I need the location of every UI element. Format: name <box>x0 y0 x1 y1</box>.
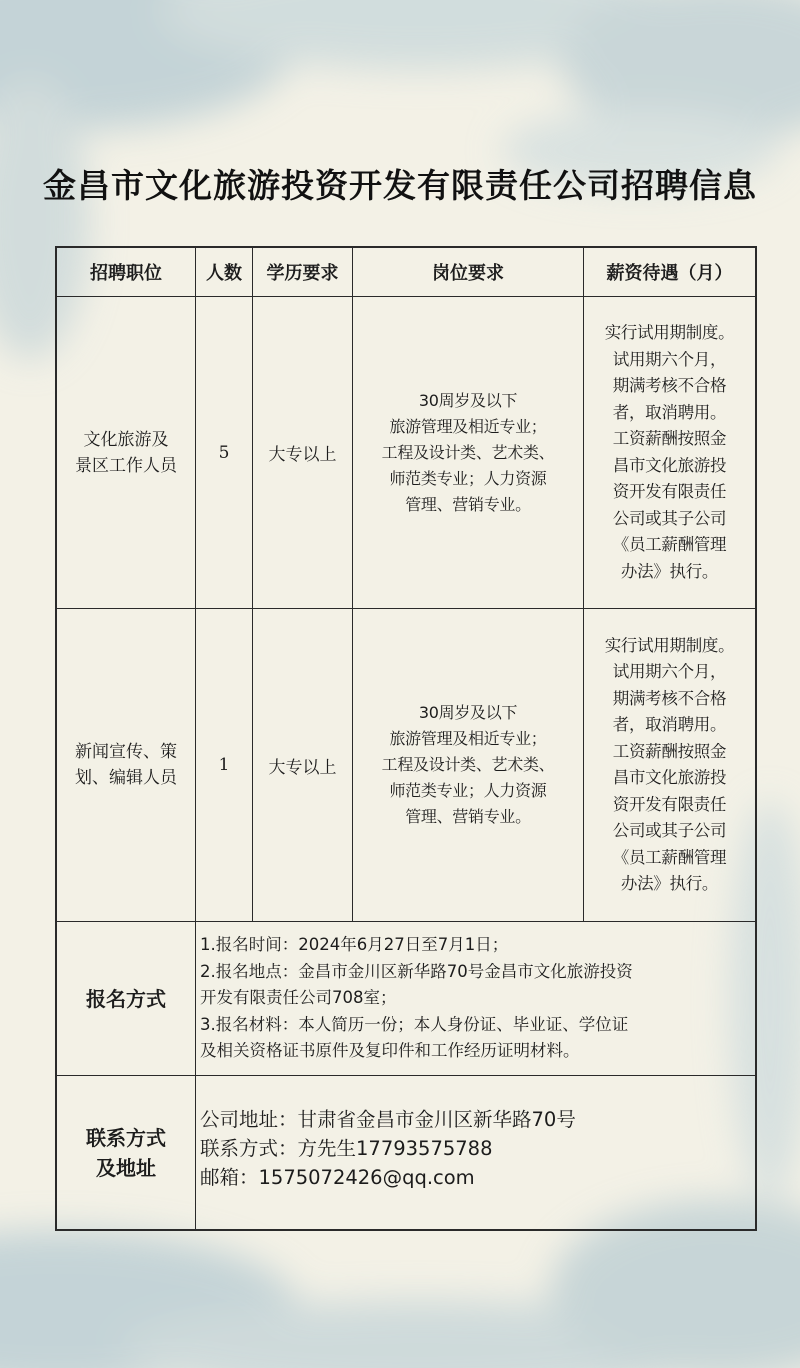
table-row-1-education: 大专以上 <box>268 445 337 465</box>
contact-phone: 联系方式：方先生17793575788 <box>200 1137 493 1160</box>
requirement-line: 旅游管理及相近专业； <box>389 729 547 748</box>
table-row-2-salary <box>584 609 755 921</box>
table-row-1-requirements <box>353 297 583 608</box>
table-row-2-requirements <box>353 609 583 921</box>
recruitment-table <box>55 246 757 1231</box>
salary-line: 昌市文化旅游投 <box>612 768 727 787</box>
table-row-2-position <box>57 609 195 921</box>
salary-line: 资开发有限责任 <box>612 482 727 501</box>
requirement-line: 30周岁及以下 <box>418 703 518 722</box>
salary-line: 《员工薪酬管理 <box>612 847 727 867</box>
salary-line: 实行试用期制度。 <box>604 635 735 655</box>
salary-line: 者，取消聘用。 <box>612 402 727 422</box>
contact-details <box>200 1105 753 1192</box>
contact-label-line: 及地址 <box>96 1155 156 1180</box>
salary-line: 公司或其子公司 <box>612 821 727 840</box>
registration-line: 3.报名材料：本人简历一份；本人身份证、毕业证、学位证 <box>200 1014 629 1034</box>
header-salary: 薪资待遇（月） <box>606 263 733 284</box>
salary-line: 期满考核不合格 <box>612 376 727 395</box>
salary-line: 工资薪酬按照金 <box>612 741 727 761</box>
requirement-line: 师范类专业；人力资源 <box>389 468 547 488</box>
table-row-2-count: 1 <box>218 755 230 775</box>
salary-line: 工资薪酬按照金 <box>612 429 727 448</box>
table-row-1-count: 5 <box>218 442 230 463</box>
requirement-line: 旅游管理及相近专业； <box>389 416 547 436</box>
contact-label <box>57 1076 195 1229</box>
salary-line: 昌市文化旅游投 <box>612 455 727 475</box>
salary-line: 实行试用期制度。 <box>604 323 735 342</box>
salary-line: 试用期六个月， <box>612 349 727 369</box>
contact-address: 公司地址：甘肃省金昌市金川区新华路70号 <box>200 1108 576 1131</box>
table-row-1-salary <box>584 297 755 608</box>
salary-line: 办法》执行。 <box>620 874 719 893</box>
table-row-2-education: 大专以上 <box>268 757 337 778</box>
position-line: 划、编辑人员 <box>75 768 177 788</box>
salary-line: 试用期六个月， <box>612 662 727 681</box>
requirement-line: 30周岁及以下 <box>418 390 518 410</box>
position-line: 文化旅游及 <box>83 429 169 450</box>
requirement-line: 工程及设计类、艺术类、 <box>381 442 555 462</box>
header-position: 招聘职位 <box>90 263 162 284</box>
header-education: 学历要求 <box>266 263 339 284</box>
salary-line: 资开发有限责任 <box>612 794 727 814</box>
header-count: 人数 <box>206 263 242 284</box>
requirement-line: 工程及设计类、艺术类、 <box>381 755 555 774</box>
salary-line: 公司或其子公司 <box>612 508 727 528</box>
registration-label: 报名方式 <box>86 986 166 1011</box>
header-requirements: 岗位要求 <box>432 263 504 284</box>
table-row-1-position <box>57 297 195 608</box>
requirement-line: 管理、营销专业。 <box>405 807 531 826</box>
registration-line: 开发有限责任公司708室； <box>200 988 397 1007</box>
salary-line: 《员工薪酬管理 <box>612 535 727 554</box>
position-line: 景区工作人员 <box>75 455 177 476</box>
page-title: 金昌市文化旅游投资开发有限责任公司招聘信息 <box>43 166 757 205</box>
registration-line: 及相关资格证书原件及复印件和工作经历证明材料。 <box>200 1041 580 1060</box>
requirement-line: 管理、营销专业。 <box>405 494 531 514</box>
registration-line: 2.报名地点：金昌市金川区新华路70号金昌市文化旅游投资 <box>200 961 633 981</box>
salary-line: 期满考核不合格 <box>612 688 727 708</box>
table-border-right <box>755 246 757 1231</box>
salary-line: 办法》执行。 <box>620 561 719 581</box>
requirement-line: 师范类专业；人力资源 <box>389 781 547 800</box>
contact-email: 邮箱：1575072426@qq.com <box>200 1166 475 1189</box>
position-line: 新闻宣传、策 <box>75 742 177 762</box>
salary-line: 者，取消聘用。 <box>612 715 727 734</box>
table-border-bottom <box>55 1229 757 1231</box>
contact-label-line: 联系方式 <box>86 1125 166 1150</box>
registration-details <box>200 932 753 1065</box>
registration-line: 1.报名时间：2024年6月27日至7月1日； <box>200 935 509 954</box>
